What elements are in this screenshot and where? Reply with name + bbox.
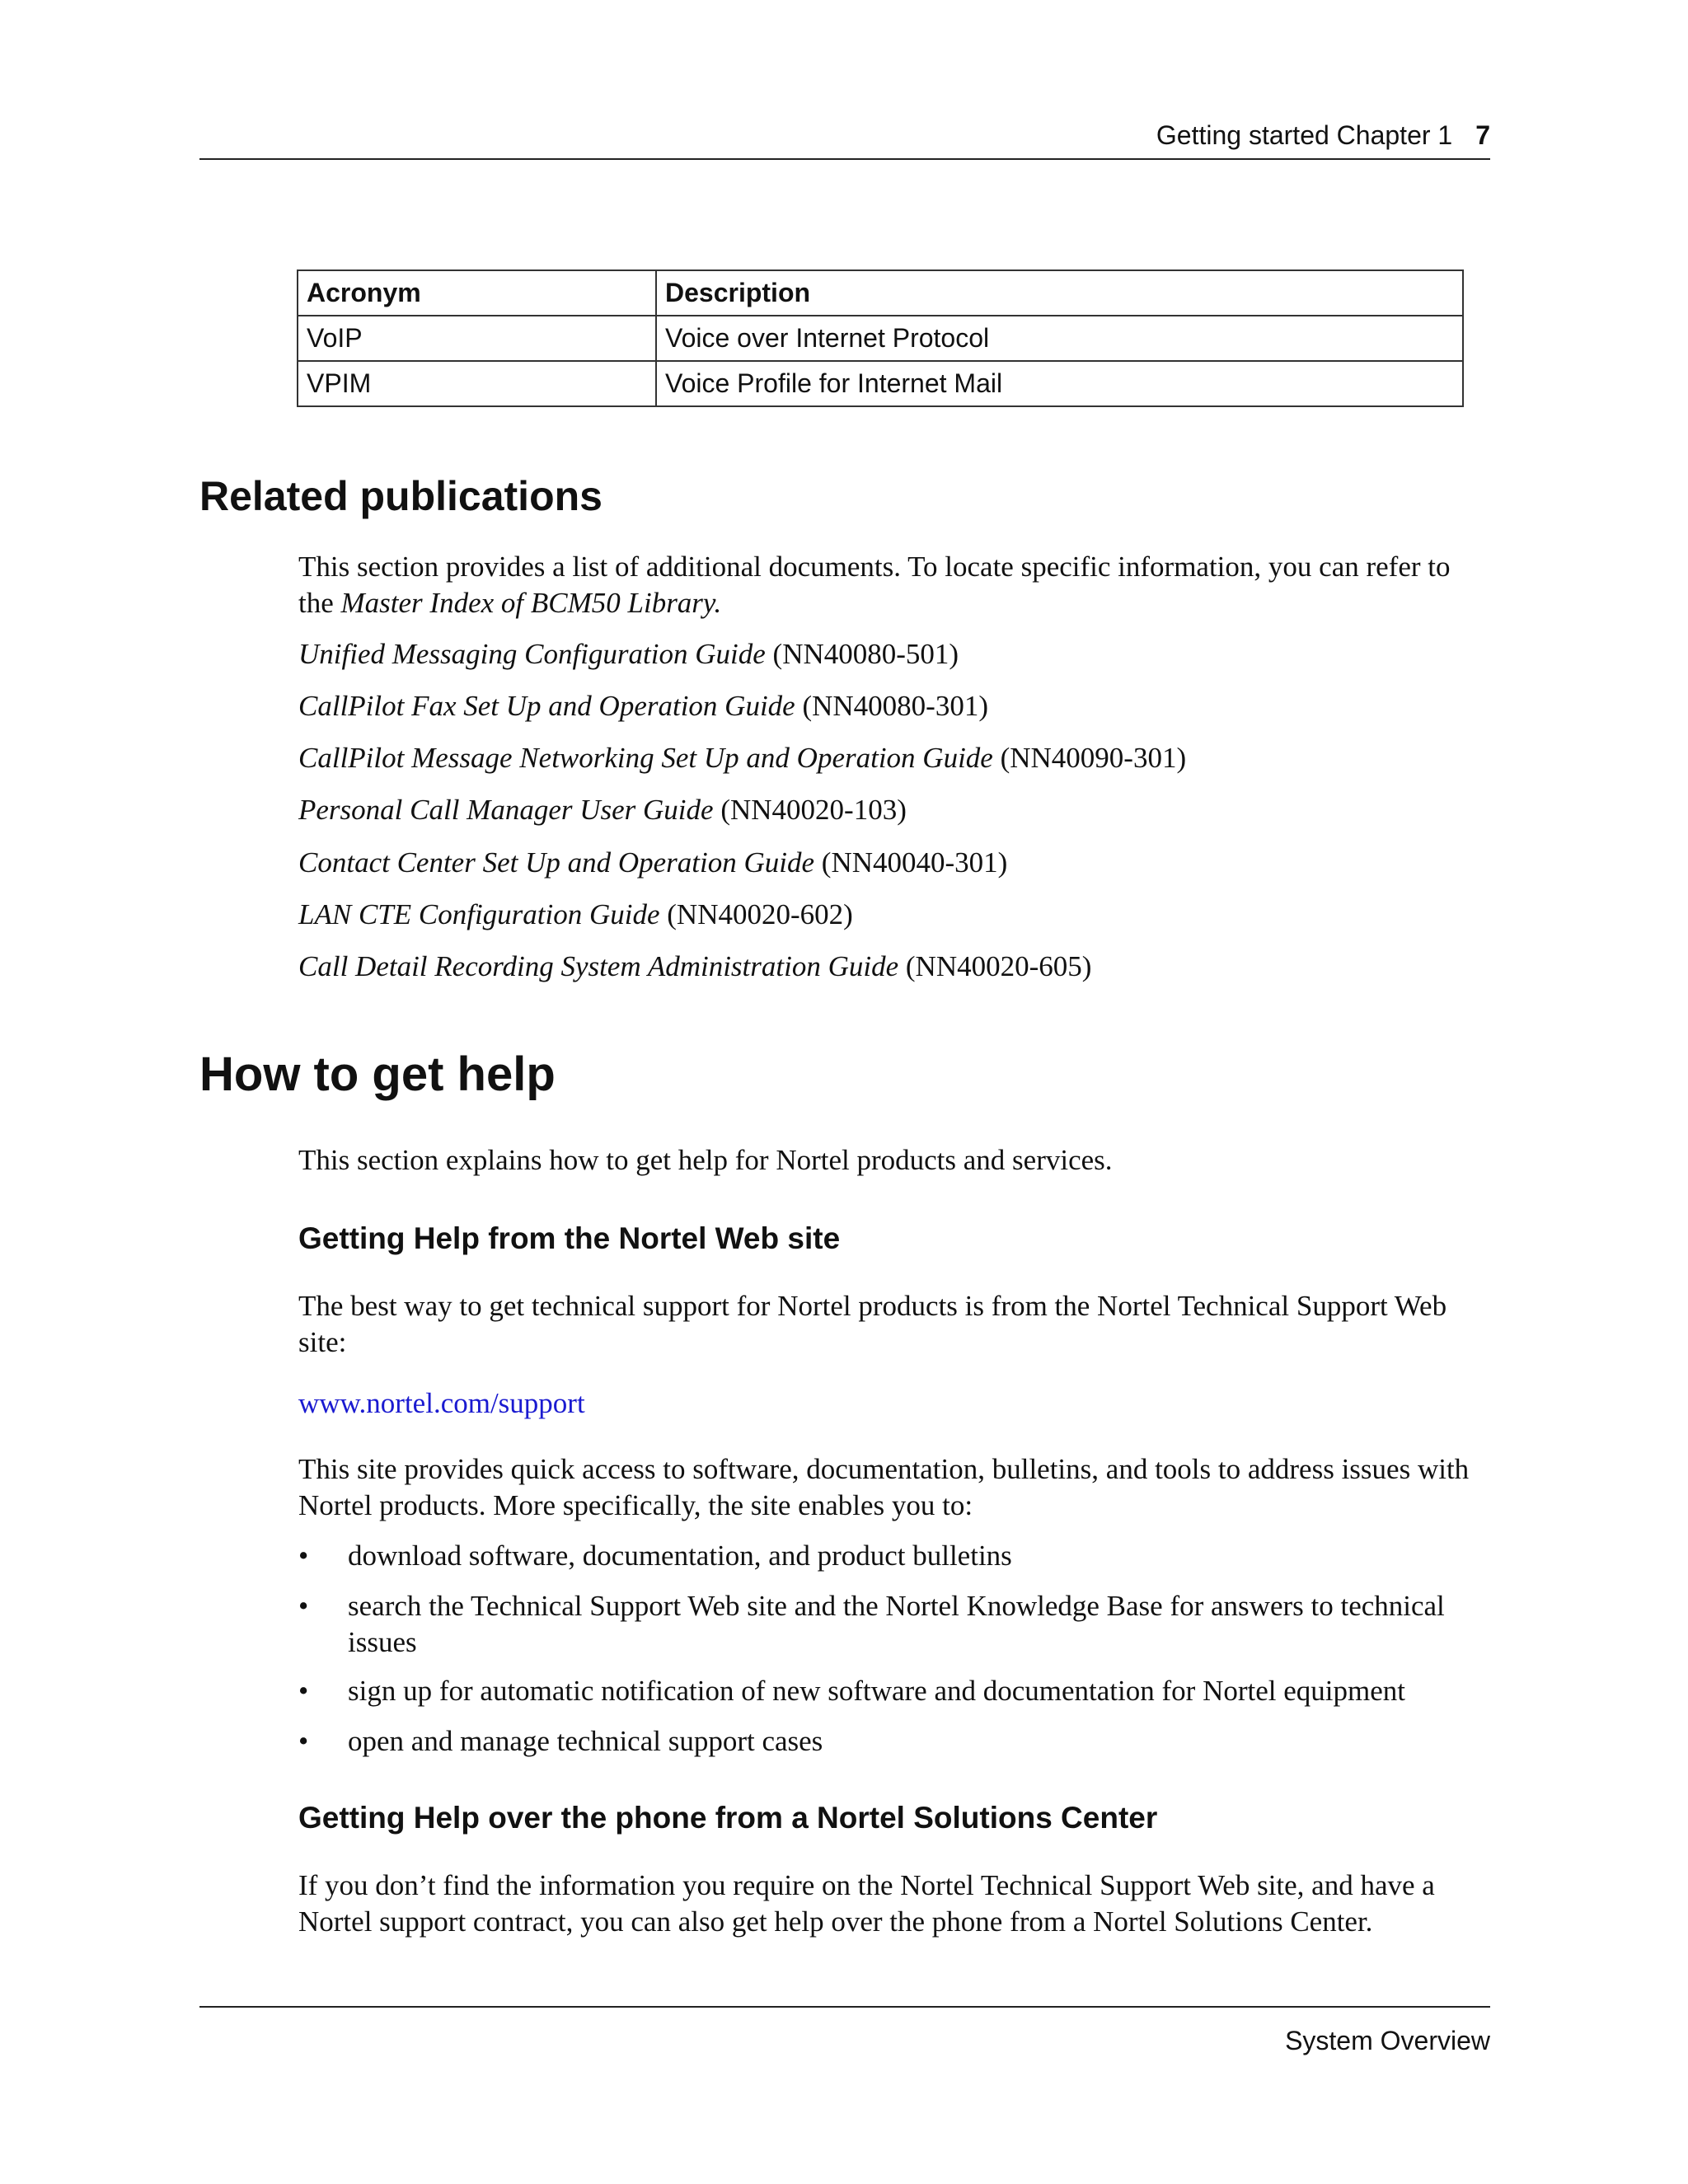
table-row — [298, 361, 1463, 406]
list-item-text: open and manage technical support cases — [348, 1725, 823, 1757]
running-header — [199, 120, 1490, 151]
table-row — [298, 316, 1463, 361]
publication-item — [298, 845, 1007, 881]
publication-code: (NN40090-301) — [992, 742, 1187, 774]
table-header-row — [298, 270, 1463, 316]
publication-item — [298, 897, 853, 933]
phone-help-paragraph: If you don’t find the information you require on the Nortel Technical Support Web site, and have a Nortel support contract, you can also get help over the phone from a Nortel Solutions Center. — [298, 1869, 1435, 1938]
publication-code: (NN40040-301) — [814, 846, 1008, 879]
bullet-icon: • — [298, 1675, 309, 1707]
column-header-acronym: Acronym — [298, 270, 656, 316]
acronym-cell: VPIM — [298, 361, 656, 406]
related-intro — [298, 549, 1490, 621]
bullet-icon: • — [298, 1725, 309, 1757]
publication-item — [298, 740, 1186, 776]
support-website-link[interactable]: www.nortel.com/support — [298, 1387, 585, 1419]
help-intro: This section explains how to get help for Nortel products and services. — [298, 1144, 1113, 1176]
column-header-description: Description — [656, 270, 1463, 316]
publication-title: Contact Center Set Up and Operation Guide — [298, 846, 815, 879]
master-index-title: Master Index of BCM50 Library. — [340, 587, 722, 619]
web-help-heading: Getting Help from the Nortel Web site — [298, 1221, 841, 1255]
list-item-text: download software, documentation, and product bulletins — [348, 1540, 1012, 1572]
web-help-paragraph: The best way to get technical support for Nortel products is from the Nortel Technical Support Web site: — [298, 1290, 1447, 1358]
related-publications-heading: Related publications — [199, 473, 603, 519]
list-item-text: sign up for automatic notification of new software and documentation for Nortel equipment — [348, 1675, 1405, 1707]
publication-title: Personal Call Manager User Guide — [298, 794, 714, 826]
publication-code: (NN40020-602) — [659, 898, 853, 930]
bullet-icon: • — [298, 1590, 309, 1622]
running-footer: System Overview — [1285, 2026, 1490, 2055]
how-to-get-help-heading: How to get help — [199, 1047, 556, 1101]
publication-title: Call Detail Recording System Administration Guide — [298, 950, 899, 982]
publication-title: Unified Messaging Configuration Guide — [298, 638, 766, 670]
related-intro-text: This section provides a list of additional documents. To locate specific information, you can refer to the — [298, 551, 1451, 619]
acronym-cell: VoIP — [298, 316, 656, 361]
publication-item — [298, 949, 1091, 985]
publication-title: CallPilot Fax Set Up and Operation Guide — [298, 690, 795, 722]
phone-help-heading: Getting Help over the phone from a Nortel Solutions Center — [298, 1801, 1158, 1835]
site-features-paragraph: This site provides quick access to software, documentation, bulletins, and tools to address issues with Nortel products. More specifically, the site enables you to: — [298, 1453, 1470, 1521]
footer-rule — [199, 2006, 1490, 2008]
publication-code: (NN40080-501) — [765, 638, 959, 670]
acronym-table — [297, 269, 1464, 407]
list-item-text: search the Technical Support Web site and the Nortel Knowledge Base for answers to technical issues — [348, 1590, 1445, 1658]
header-title: Getting started Chapter 1 — [1156, 120, 1453, 150]
page-number: 7 — [1475, 120, 1490, 150]
publication-title: CallPilot Message Networking Set Up and Operation Guide — [298, 742, 993, 774]
description-cell: Voice over Internet Protocol — [656, 316, 1463, 361]
publication-item — [298, 688, 988, 724]
header-rule — [199, 158, 1490, 160]
bullet-icon: • — [298, 1540, 309, 1572]
publication-item — [298, 636, 959, 673]
publication-item — [298, 792, 907, 828]
publication-title: LAN CTE Configuration Guide — [298, 898, 660, 930]
description-cell: Voice Profile for Internet Mail — [656, 361, 1463, 406]
publication-code: (NN40020-103) — [713, 794, 907, 826]
publication-code: (NN40080-301) — [795, 690, 988, 722]
publication-code: (NN40020-605) — [898, 950, 1092, 982]
